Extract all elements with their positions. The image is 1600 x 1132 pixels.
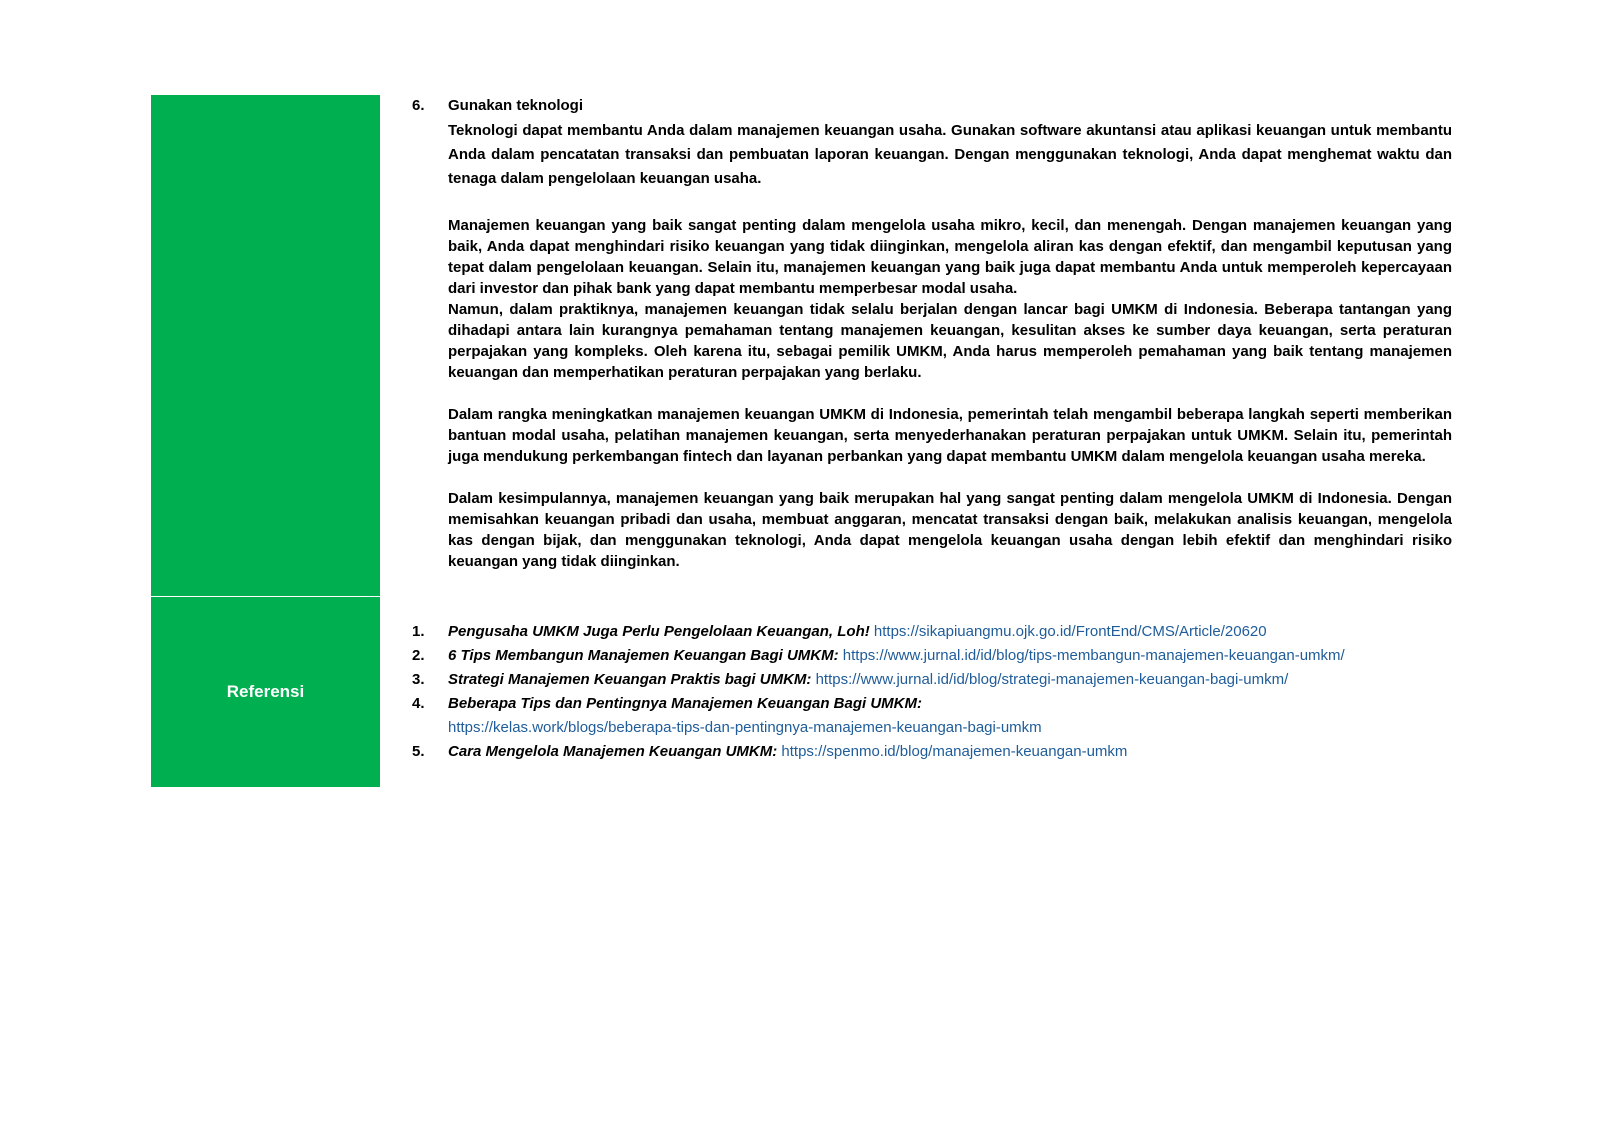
reference-number: 5. [412,743,425,760]
paragraph-importance: Manajemen keuangan yang baik sangat penting dalam mengelola usaha mikro, kecil, dan menengah. Dengan manajemen keuangan yang baik, Anda dapat menghindari risiko keuangan yang tidak diinginkan, mengelola aliran kas dengan efektif, dan mengambil keputusan yang tepat dalam pengelolaan keuangan. Selain itu, manajemen keuangan yang baik juga dapat membantu Anda untuk memperoleh kepercayaan dari investor dan pihak bank yang dapat membantu memperbesar modal usaha. [448,217,1452,297]
reference-link[interactable]: https://kelas.work/blogs/beberapa-tips-dan-pentingnya-manajemen-keuangan-bagi-umkm [448,719,1042,736]
reference-list [412,620,1452,764]
reference-link[interactable]: https://www.jurnal.id/id/blog/strategi-manajemen-keuangan-bagi-umkm/ [815,671,1289,688]
main-content [412,96,1452,572]
reference-item [412,740,1452,764]
reference-item [412,668,1452,692]
paragraph-challenges: Namun, dalam praktiknya, manajemen keuangan tidak selalu berjalan dengan lancar bagi UMKM di Indonesia. Beberapa tantangan yang dihadapi antara lain kurangnya pemahaman tentang manajemen keuangan, kesulitan akses ke sumber daya keuangan, serta peraturan perpajakan yang kompleks. Oleh karena itu, sebagai pemilik UMKM, Anda harus memperoleh pemahaman yang baik tentang manajemen keuangan dan memperhatikan peraturan perpajakan yang berlaku. [448,301,1452,381]
list-item-6-heading [412,96,1452,116]
reference-item [412,692,1452,740]
spacer [412,467,1452,488]
reference-link[interactable]: https://spenmo.id/blog/manajemen-keuangan-umkm [781,743,1128,760]
reference-item [412,620,1452,644]
reference-number: 1. [412,623,425,640]
paragraph-conclusion: Dalam kesimpulannya, manajemen keuangan yang baik merupakan hal yang sangat penting dalam mengelola UMKM di Indonesia. Dengan memisahkan keuangan pribadi dan usaha, membuat anggaran, mencatat transaksi dengan baik, melakukan analisis keuangan, mengelola kas dengan bijak, dan menggunakan teknologi, Anda dapat mengelola keuangan usaha dengan lebih efektif dan menghindari risiko keuangan yang tidak diinginkan. [448,490,1452,570]
reference-title: Pengusaha UMKM Juga Perlu Pengelolaan Keuangan, Loh! [448,623,870,640]
reference-item [412,644,1452,668]
reference-section-label: Referensi [226,682,305,701]
reference-number: 2. [412,647,425,664]
reference-number: 4. [412,695,425,712]
reference-link[interactable]: https://sikapiuangmu.ojk.go.id/FrontEnd/CMS/Article/20620 [873,623,1267,640]
list-item-number: 6. [412,97,425,114]
spacer [412,191,1452,215]
reference-link[interactable]: https://www.jurnal.id/id/blog/tips-membangun-manajemen-keuangan-umkm/ [842,647,1345,664]
sidebar-content-block [151,95,380,596]
reference-title: Strategi Manajemen Keuangan Praktis bagi UMKM: [448,671,812,688]
reference-title: Cara Mengelola Manajemen Keuangan UMKM: [448,743,778,760]
reference-title: 6 Tips Membangun Manajemen Keuangan Bagi UMKM: [448,647,839,664]
paragraph-government: Dalam rangka meningkatkan manajemen keuangan UMKM di Indonesia, pemerintah telah mengambil beberapa langkah seperti memberikan bantuan modal usaha, pelatihan manajemen keuangan, serta menyederhanakan peraturan perpajakan untuk UMKM. Selain itu, pemerintah juga mendukung perkembangan fintech dan layanan perbankan yang dapat membantu UMKM dalam mengelola keuangan usaha mereka. [448,406,1452,465]
reference-title: Beberapa Tips dan Pentingnya Manajemen Keuangan Bagi UMKM: [448,695,922,712]
sidebar-reference-block [151,597,380,787]
spacer [412,383,1452,404]
list-item-6-body: Teknologi dapat membantu Anda dalam manajemen keuangan usaha. Gunakan software akuntansi atau aplikasi keuangan untuk membantu Anda dalam pencatatan transaksi dan pembuatan laporan keuangan. Dengan menggunakan teknologi, Anda dapat menghemat waktu dan tenaga dalam pengelolaan keuangan usaha. [448,122,1452,187]
list-item-title: Gunakan teknologi [448,97,584,114]
reference-number: 3. [412,671,425,688]
